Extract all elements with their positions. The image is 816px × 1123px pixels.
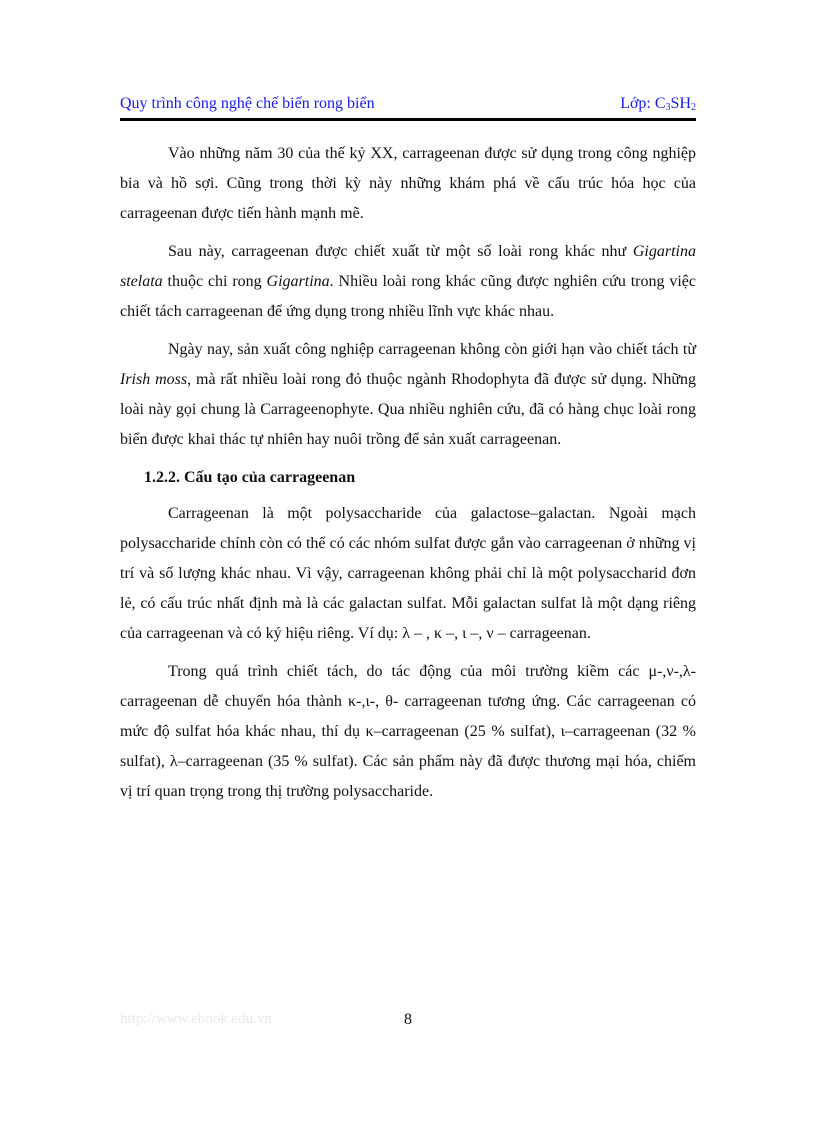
paragraph-2-part-3: . Nhiều loài rong khác cũng được nghiên cứu trong việc chiết tách carrageenan để ứng dụng trong nhiều lĩnh vực khác nhau. [120, 273, 697, 320]
paragraph-1: Vào những năm 30 của thế kỷ XX, carrageenan được sử dụng trong công nghiệp bia và hồ sợi. Cũng trong thời kỳ này những khám phá về cấu trúc hóa học của carrageenan được tiến hành mạnh mẽ. [120, 145, 696, 222]
paragraph-3 [120, 335, 696, 455]
paragraph-3-part-1: Ngày nay, sản xuất công nghiệp carrageenan không còn giới hạn vào chiết tách từ [168, 341, 696, 358]
class-prefix: Lớp: C [620, 95, 666, 112]
genus-name-italic: Gigartina [266, 273, 330, 290]
section-paragraph-1: Carrageenan là một polysaccharide của galactose–galactan. Ngoài mạch polysaccharide chính còn có thể có các nhóm sulfat được gắn vào carrageenan ở những vị trí và số lượng khác nhau. Vì vậy, carrageenan không phải chỉ là một polysaccharid đơn lẻ, có cấu trúc nhất định mà là các galactan sulfat. Mỗi galactan sulfat là một dạng riêng của carrageenan và có ký hiệu riêng. Ví dụ: λ – , κ –, ι –, ν – carrageenan. [120, 505, 696, 642]
paragraph-2-part-1: Sau này, carrageenan được chiết xuất từ một số loài rong khác như [168, 243, 633, 260]
footer-url: http://www.ebook.edu.vn [120, 1011, 272, 1027]
class-label [620, 95, 696, 113]
section-paragraph-2: Trong quá trình chiết tách, do tác động của môi trường kiềm các μ-,ν-,λ-carrageenan dễ chuyển hóa thành κ-,ι-, θ- carrageenan tương ứng. Các carrageenan có mức độ sulfat hóa khác nhau, thí dụ κ–carrageenan (25 % sulfat), ι–carrageenan (32 % sulfat), λ–carrageenan (35 % sulfat). Các sản phẩm này đã được thương mại hóa, chiếm vị trí quan trọng trong thị trường polysaccharide. [120, 663, 696, 800]
class-middle: SH [670, 95, 691, 112]
section-heading: 1.2.2. Cấu tạo của carrageenan [144, 469, 356, 486]
page-body [120, 139, 696, 807]
paragraph-3-part-2: , mà rất nhiều loài rong đỏ thuộc ngành Rhodophyta đã được sử dụng. Những loài này gọi chung là Carrageenophyte. Qua nhiều nghiên cứu, đã có hàng chục loài rong biển được khai thác tự nhiên hay nuôi trồng để sản xuất carrageenan. [120, 371, 697, 448]
paragraph-2-part-2: thuộc chi rong [162, 273, 267, 290]
page-number: 8 [404, 1011, 412, 1028]
header-divider [120, 118, 696, 121]
document-title: Quy trình công nghệ chế biến rong biển [120, 95, 375, 112]
species-name-italic: Gigartina stelata [120, 243, 696, 290]
paragraph-2 [120, 237, 696, 327]
page-header [120, 93, 696, 117]
class-subscript-1: 3 [665, 102, 671, 113]
irish-moss-italic: Irish moss [120, 371, 188, 388]
class-subscript-2: 2 [691, 102, 696, 113]
